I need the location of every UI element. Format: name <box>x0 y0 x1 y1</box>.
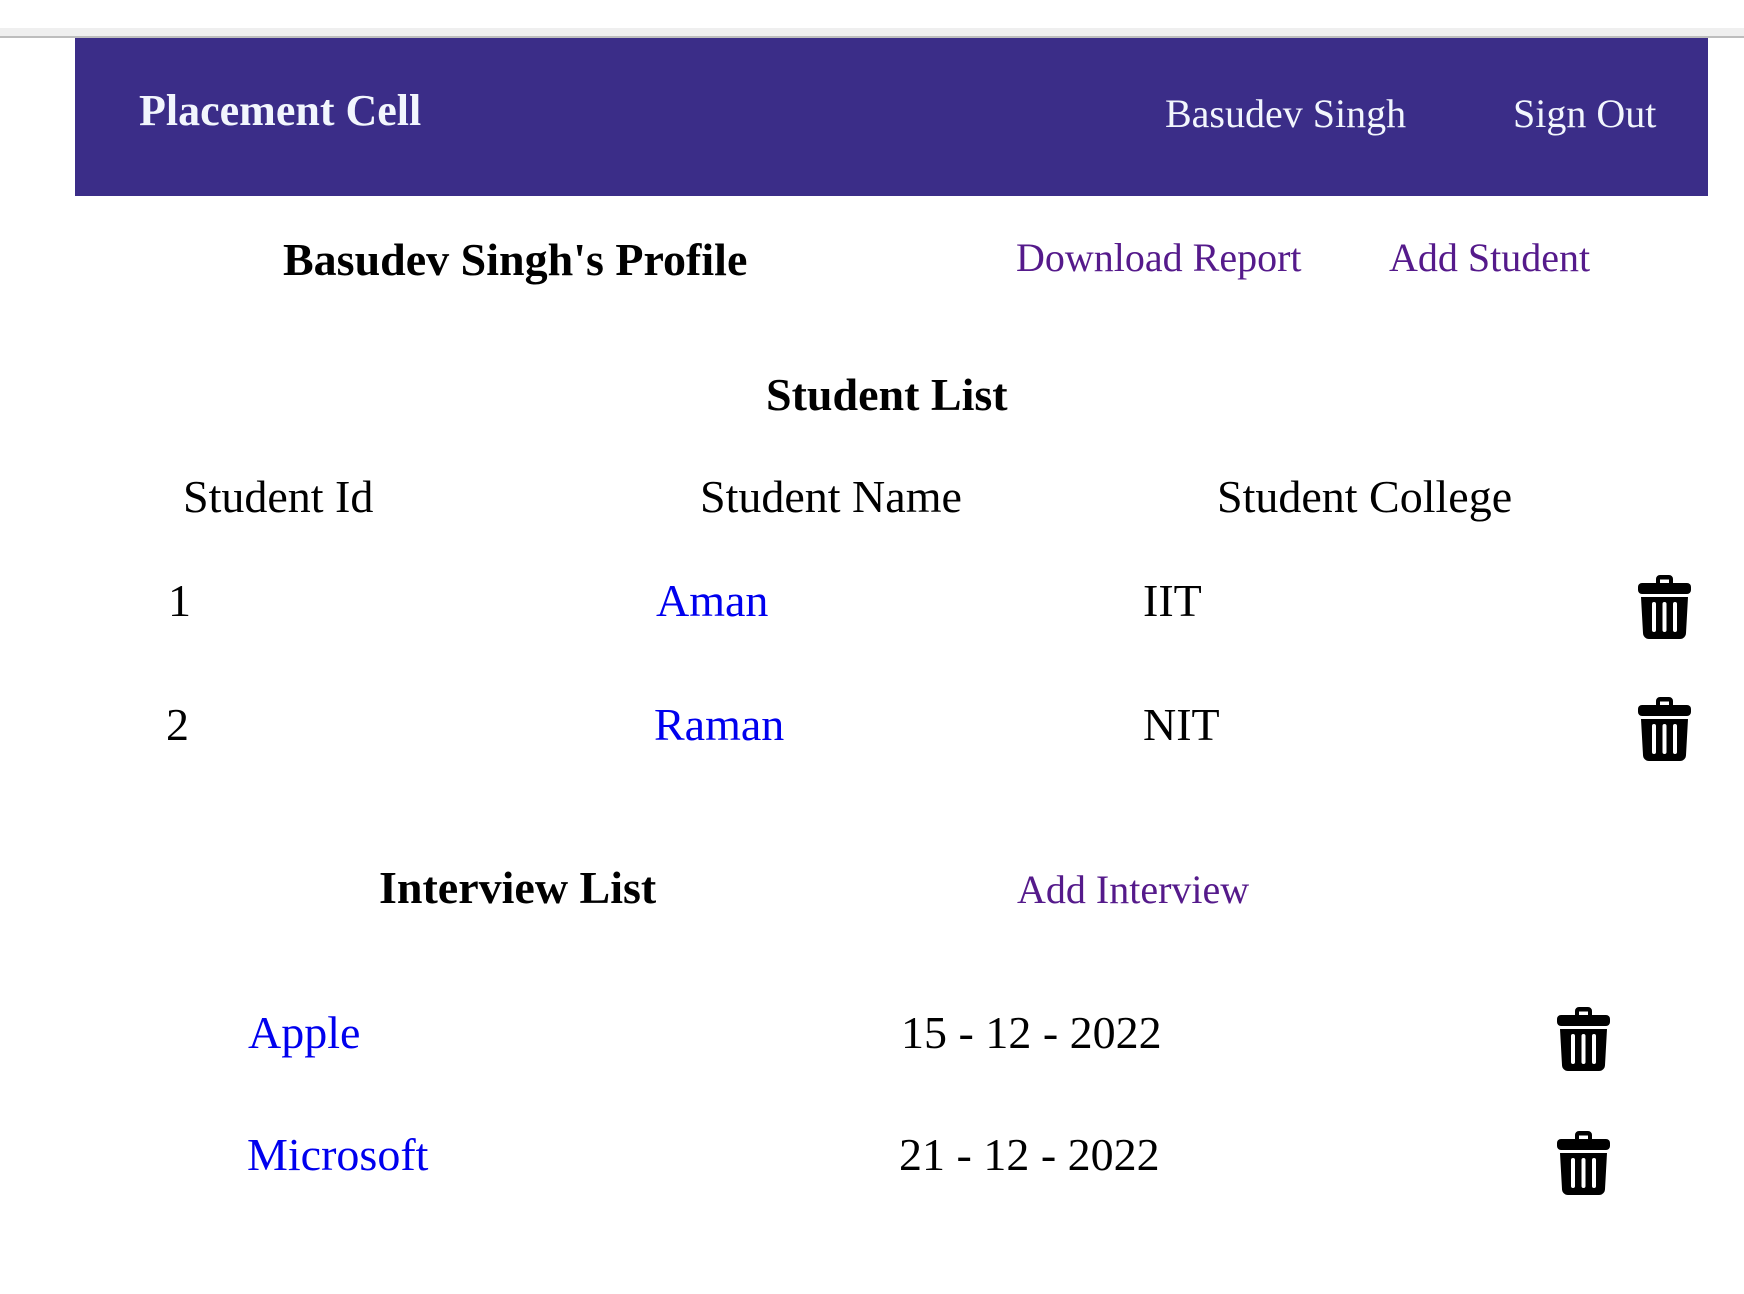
trash-icon <box>1557 1131 1610 1195</box>
student-name-link[interactable]: Raman <box>654 699 785 750</box>
student-id-cell: 1 <box>168 575 191 626</box>
browser-top-bar <box>0 28 1744 36</box>
interview-date: 21 - 12 - 2022 <box>899 1129 1160 1180</box>
add-student-link[interactable]: Add Student <box>1389 235 1591 280</box>
column-header-student-college: Student College <box>1217 471 1513 522</box>
interview-date: 15 - 12 - 2022 <box>901 1007 1162 1058</box>
column-header-student-name: Student Name <box>700 471 962 522</box>
brand-title[interactable]: Placement Cell <box>139 86 422 135</box>
student-list-heading: Student List <box>766 369 1008 420</box>
delete-interview-button[interactable] <box>1557 1131 1610 1195</box>
sign-out-link[interactable]: Sign Out <box>1513 91 1657 136</box>
trash-icon <box>1638 697 1691 761</box>
trash-icon <box>1557 1007 1610 1071</box>
download-report-link[interactable]: Download Report <box>1016 235 1302 280</box>
user-name-link[interactable]: Basudev Singh <box>1165 91 1407 136</box>
student-name-link[interactable]: Aman <box>656 575 769 626</box>
company-link[interactable]: Microsoft <box>247 1129 429 1180</box>
interview-list-heading: Interview List <box>379 862 657 913</box>
student-id-cell: 2 <box>166 699 189 750</box>
delete-student-button[interactable] <box>1638 575 1691 639</box>
student-college-cell: NIT <box>1143 699 1220 750</box>
delete-student-button[interactable] <box>1638 697 1691 761</box>
student-college-cell: IIT <box>1143 575 1202 626</box>
delete-interview-button[interactable] <box>1557 1007 1610 1071</box>
profile-title: Basudev Singh's Profile <box>283 234 748 285</box>
column-header-student-id: Student Id <box>183 471 374 522</box>
add-interview-link[interactable]: Add Interview <box>1017 867 1250 912</box>
trash-icon <box>1638 575 1691 639</box>
company-link[interactable]: Apple <box>248 1007 361 1058</box>
